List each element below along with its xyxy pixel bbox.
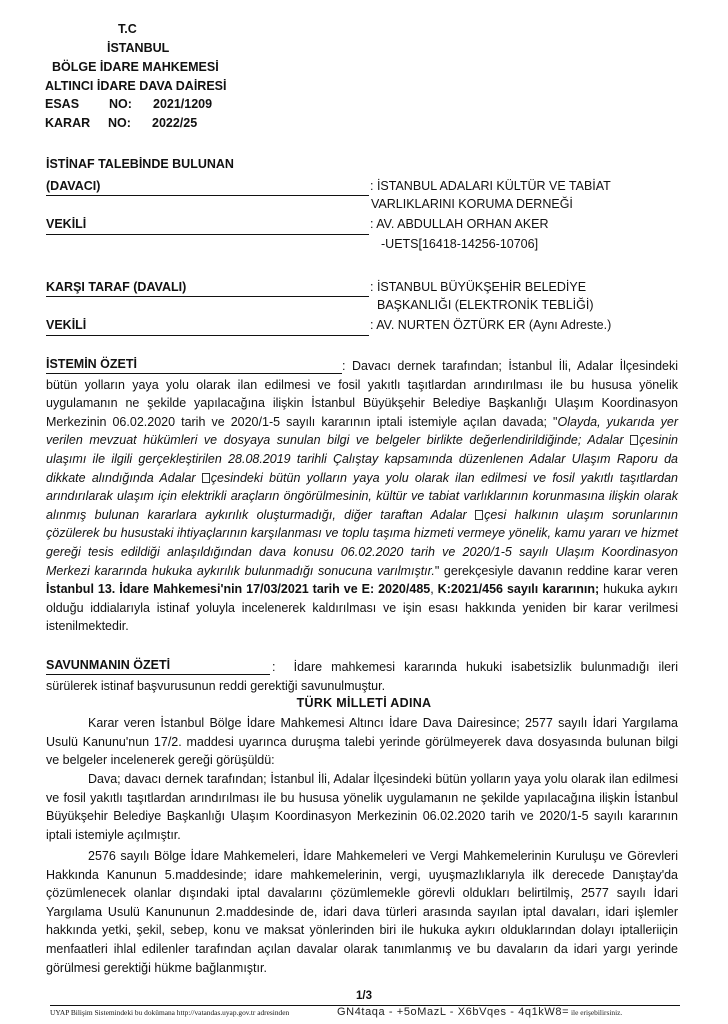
esas-number: 2021/1209 bbox=[153, 97, 213, 111]
appellant-heading: İSTİNAF TALEBİNDE BULUNAN bbox=[46, 157, 234, 171]
header-city: İSTANBUL bbox=[107, 41, 170, 55]
karar-label: KARAR bbox=[45, 116, 91, 130]
vekili1-underline bbox=[46, 234, 369, 235]
footer-access-text: ile erişebilirsiniz. bbox=[569, 1008, 623, 1017]
istem-quote-4: çesi halkının ulaşım sorunlarının çözülerek bu husustaki ihtiyaçlarının karşılanması ve toplu taşıma hizmeti vermeye yönelik, kamu yararı ve hizmet gereği tesis edildiği anlaşıldığından dava konusu 06.02.2020 tarih ve 2020/1-5 sayılı Ulaşım Koordinasyon Merkezi kararında hukuka aykırılık bulunmadığı sonucuna varılmıştır. bbox=[46, 507, 678, 578]
missing-glyph-icon bbox=[202, 473, 210, 483]
davaci-label: (DAVACI) bbox=[46, 179, 101, 193]
istem-label: İSTEMİN ÖZETİ bbox=[46, 357, 137, 371]
vekili2-value: : AV. NURTEN ÖZTÜRK ER (Aynı Adreste.) bbox=[370, 318, 612, 332]
header-tc: T.C bbox=[118, 22, 137, 36]
esas-no-label: NO: bbox=[109, 97, 132, 111]
paragraph-2: Dava; davacı dernek tarafından; İstanbul İli, Adalar İlçesindeki bütün yolların yaya yolu olarak ilan edilmesi ve fosil yakıtlı taşıtlardan arındırılması ile bu hususa yönelik uygulamanın ne şekilde yapılacağına ilişkin İstanbul Büyükşehir Belediye Başkanlığı Ulaşım Koordinasyon Merkezinin 06.02.2020 tarih ve 2020/1-5 sayılı kararının iptali istemiyle açılmıştır. bbox=[46, 772, 678, 842]
savunma-text: İdare mahkemesi kararında hukuki isabetsizlik bulunmadığı ileri sürülerek istinaf başvurusunun reddi gerektiği savunulmuştur. bbox=[46, 660, 678, 693]
savunma-label: SAVUNMANIN ÖZETİ bbox=[46, 658, 171, 672]
vekili1-label: VEKİLİ bbox=[46, 217, 87, 231]
vekili2-underline bbox=[46, 335, 369, 336]
verification-code: GN4taqa - +5oMazL - X6bVqes - 4q1kW8= bbox=[337, 1006, 570, 1018]
savunma-colon: : bbox=[272, 660, 276, 674]
karsi-taraf-label: KARŞI TARAF (DAVALI) bbox=[46, 280, 187, 294]
vekili2-label: VEKİLİ bbox=[46, 318, 87, 332]
istem-quote-3: çesindeki bütün yolların yaya yolu olarak ilan edilmesi ve fosil yakıtlı taşıtlardan arındırılarak ulaşım için elektrikli araçların öngörülmesinin, kültür ve tabiat varlıklarının korunmasına ilişkin olarak alınmış bulunan kararlara aykırılık oluşturmadığı, diğer taraftan Adalar bbox=[46, 470, 678, 522]
missing-glyph-icon bbox=[475, 510, 483, 520]
verdict-title: TÜRK MİLLETİ ADINA bbox=[296, 696, 432, 710]
davaci-value-line2: VARLIKLARINI KORUMA DERNEĞİ bbox=[371, 197, 573, 211]
karar-no-label: NO: bbox=[108, 116, 131, 130]
paragraph-1: Karar veren İstanbul Bölge İdare Mahkemesi Altıncı İdare Dava Dairesince; 2577 sayılı İdari Yargılama Usulü Kanunu'nun 17/2. maddesi uyarınca duruşma talebi yerinde görülmeyerek dava dosyasında bulunan bilgi ve belgeler incelenerek gereği görüşüldü: bbox=[46, 716, 678, 768]
vekili1-value-line1: : AV. ABDULLAH ORHAN AKER bbox=[370, 217, 549, 231]
page-number: 1/3 bbox=[356, 990, 372, 1002]
footer-uyap-text: UYAP Bilişim Sistemindeki bu dokümana http://vatandas.uyap.gov.tr adresinden bbox=[50, 1008, 290, 1017]
istem-text-4: hukuka aykırı olduğu iddialarıyla istinaf yoluyla incelenerek kaldırılması ve işin esası hakkında yeniden bir karar verilmesi istenilmektedir. bbox=[46, 582, 678, 634]
karar-number: 2022/25 bbox=[152, 116, 198, 130]
istem-text: Davacı dernek tarafından; İstanbul İli, Adalar İlçesindeki bütün yolların yaya yolu olarak ilan edilmesi ve fosil yakıtlı taşıtlardan arındırılması ile bu hususa yönelik uygulamanın ne şekilde yapılacağına ilişkin İstanbul Büyükşehir Belediye Başkanlığı Ulaşım Koordinasyon Merkezinin 06.02.2020 tarih ve 2020/1-5 sayılı kararının iptali istemiyle açılan davada; " bbox=[46, 359, 678, 429]
davaci-value-line1: : İSTANBUL ADALARI KÜLTÜR VE TABİAT bbox=[370, 179, 611, 193]
paragraph-3: 2576 sayılı Bölge İdare Mahkemeleri, İdare Mahkemeleri ve Vergi Mahkemelerinin Kuruluşu ve Görevleri Hakkında Kanunun 5.maddesinde; idare mahkemelerinin, vergi, uyuşmazlıklarıyla ilk derecede Danıştay'da çözümlenecek olanlar dışındaki iptal davalarını çözümlemekle görevli oldukları belirtilmiş, 2577 sayılı İdari Yargılama Usulü Kanununun 2.maddesinde de, idari dava türleri arasında sayılan iptal davaları, idari işlemler hakkında yetki, şekil, sebep, konu ve maksat yönlerinden biri ile hukuka aykırı olduklarından dolayı iptalleriiçin menfaatleri ihlal edilenler tarafından açılan davalar olarak tanımlanmış ve bu davaların da idari yargı yerinde görülmesi gerektiği hükme bağlanmıştır. bbox=[46, 849, 678, 975]
header-chamber: ALTINCI İDARE DAVA DAİRESİ bbox=[45, 79, 227, 93]
missing-glyph-icon bbox=[630, 435, 638, 445]
istem-summary bbox=[46, 357, 678, 636]
karsi-taraf-underline bbox=[46, 296, 369, 297]
istem-sep: , bbox=[430, 582, 438, 597]
istem-decision-ref: K:2021/456 sayılı kararının; bbox=[437, 582, 600, 597]
esas-label: ESAS bbox=[45, 97, 80, 111]
karsi-taraf-value-line2: BAŞKANLIĞI (ELEKTRONİK TEBLİĞİ) bbox=[377, 298, 594, 312]
vekili1-uets: -UETS[16418-14256-10706] bbox=[381, 237, 539, 251]
davaci-underline bbox=[46, 195, 369, 196]
istem-colon: : bbox=[342, 359, 346, 373]
istem-court-ref: İstanbul 13. İdare Mahkemesi'nin 17/03/2021 tarih ve E: 2020/485 bbox=[46, 582, 431, 597]
istem-text-2: " gerekçesiyle davanın reddine karar veren bbox=[434, 563, 678, 578]
savunma-summary bbox=[46, 658, 678, 695]
istem-quote-1: Olayda, yukarıda yer verilen mevzuat hükümleri ve dosyaya sunulan bilgi ve belgeler birlikte değerlendirildiğinde; Adalar bbox=[46, 414, 678, 448]
footer-verification bbox=[337, 1006, 622, 1018]
header-court: BÖLGE İDARE MAHKEMESİ bbox=[52, 60, 219, 74]
karsi-taraf-value-line1: : İSTANBUL BÜYÜKŞEHİR BELEDİYE bbox=[370, 280, 587, 294]
istem-quote-2: çesinin ulaşımı ile ilgili gerçekleştirilen 28.08.2019 tarihli Çalıştay kapsamında düzenlenen Adalar Ulaşım Raporu da dikkate alındığında Adalar bbox=[46, 433, 678, 485]
